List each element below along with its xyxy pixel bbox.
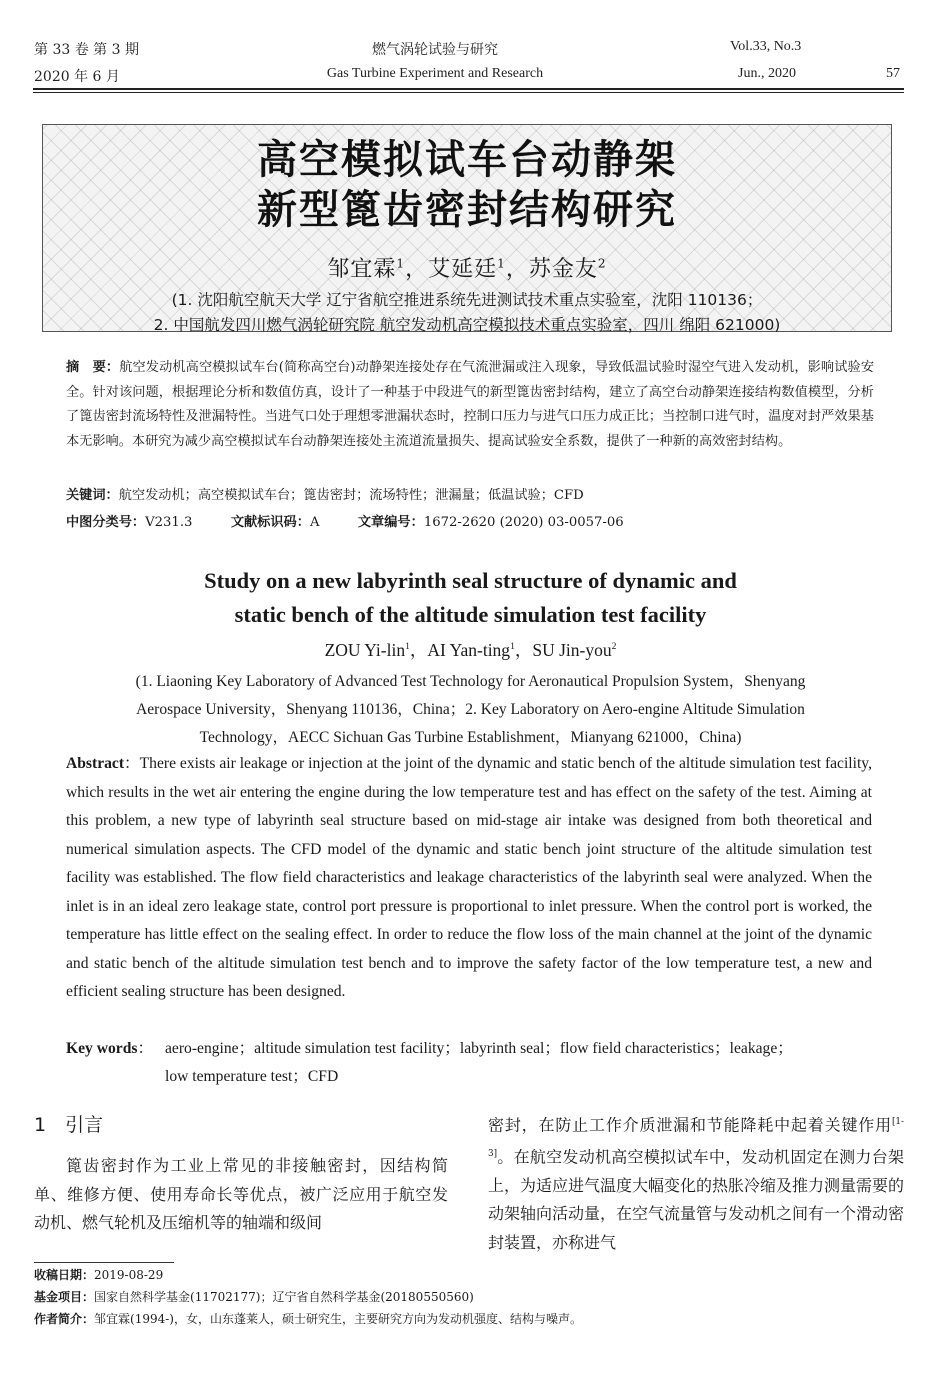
page-number: 57 bbox=[886, 66, 900, 81]
clc-value: V231.3 bbox=[145, 515, 193, 530]
author-cn-2-sup: 1 bbox=[497, 256, 506, 271]
keywords-en-label-wrap bbox=[66, 1035, 153, 1064]
intro-left-column: 篦齿密封作为工业上常见的非接触密封，因结构简单、维修方便、使用寿命长等优点，被广泛应用于航空发动机、燃气轮机及压缩机等的轴端和级间 bbox=[34, 1156, 448, 1232]
article-number-label: 文章编号： bbox=[357, 515, 424, 530]
title-en-line2: static bench of the altitude simulation test facility bbox=[234, 602, 707, 627]
keywords-en-label: Key words bbox=[66, 1040, 138, 1057]
section-heading-introduction: 1 引言 bbox=[34, 1114, 104, 1136]
author-cn-2: 艾延廷 bbox=[428, 257, 498, 282]
doc-code-value: A bbox=[309, 515, 320, 530]
date-en: Jun., 2020 bbox=[738, 66, 796, 81]
affiliation-en-line3: Technology，AECC Sichuan Gas Turbine Establishment，Mianyang 621000，China) bbox=[199, 729, 742, 746]
affiliation-cn-line2: 2. 中国航发四川燃气涡轮研究院 航空发动机高空模拟技术重点实验室，四川 绵阳 621000) bbox=[153, 316, 781, 334]
authors-cn bbox=[0, 252, 934, 283]
author-en-3: SU Jin-you bbox=[532, 640, 612, 660]
author-bio-value: 邹宜霖(1994-)，女，山东蓬莱人，硕士研究生，主要研究方向为发动机强度、结构与噪声。 bbox=[94, 1312, 582, 1326]
keywords-en-line1: aero-engine；altitude simulation test facility；labyrinth seal；flow field characteristics；leakage； bbox=[165, 1040, 793, 1057]
affiliation-en-line2: Aerospace University，Shenyang 110136，China；2. Key Laboratory on Aero-engine Altitude Simulation bbox=[136, 701, 805, 718]
footnote-fund bbox=[34, 1288, 474, 1305]
keywords-en-colon: ： bbox=[137, 1040, 154, 1057]
author-en-2-sup: 1 bbox=[510, 641, 515, 653]
author-separator: ， bbox=[505, 257, 529, 282]
classification-line bbox=[66, 511, 624, 530]
received-label: 收稿日期： bbox=[34, 1268, 95, 1282]
clc-label: 中图分类号： bbox=[66, 515, 146, 530]
author-cn-1-sup: 1 bbox=[396, 256, 406, 271]
abstract-en-colon: ： bbox=[124, 755, 140, 772]
article-number-value: 1672-2620 (2020) 03-0057-06 bbox=[423, 515, 624, 530]
title-en-line1: Study on a new labyrinth seal structure of dynamic and bbox=[204, 568, 737, 593]
intro-right-column bbox=[488, 1108, 904, 1257]
footnote-author bbox=[34, 1310, 582, 1327]
author-cn-1: 邹宜霖 bbox=[327, 257, 397, 282]
header-rule-thin bbox=[33, 92, 904, 93]
keywords-cn bbox=[66, 484, 584, 503]
footnote-rule bbox=[34, 1262, 174, 1263]
affiliation-en-line1: (1. Liaoning Key Laboratory of Advanced Test Technology for Aeronautical Propulsion System，Shenyang bbox=[135, 673, 806, 690]
received-value: 2019-08-29 bbox=[94, 1268, 164, 1282]
author-en-3-sup: 2 bbox=[611, 641, 617, 653]
date-cn: 2020 年 6 月 bbox=[34, 69, 120, 85]
author-en-1: ZOU Yi-lin bbox=[324, 640, 406, 660]
intro-right-text-1: 密封，在防止工作介质泄漏和节能降耗中起着关键作用 bbox=[488, 1115, 892, 1135]
doc-code-label: 文献标识码： bbox=[230, 515, 310, 530]
volume-en: Vol.33, No.3 bbox=[730, 39, 802, 54]
fund-value: 国家自然科学基金(11702177)；辽宁省自然科学基金(20180550560) bbox=[94, 1290, 474, 1304]
abstract-cn-label: 摘 要： bbox=[66, 360, 120, 375]
author-cn-3: 苏金友 bbox=[528, 257, 598, 282]
author-separator: ， bbox=[409, 640, 428, 660]
abstract-en-label: Abstract bbox=[66, 755, 125, 772]
author-separator: ， bbox=[405, 257, 429, 282]
author-en-1-sup: 1 bbox=[405, 641, 410, 653]
header-rule-thick bbox=[33, 88, 904, 90]
keywords-en-line2: low temperature test；CFD bbox=[165, 1068, 339, 1085]
abstract-en-text: There exists air leakage or injection at the joint of the dynamic and static bench of the altitude simulation test facility, which results in the wet air entering the engine during the low temperature test and has effect on the safety of the test. Aiming at this problem, a new type of labyrinth seal structure based on mid-stage air intake was designed from both theoretical and numerical simulation aspects. The CFD model of the dynamic and static bench joint structure of the altitude simulation test facility was established. The flow field characteristics and leakage characteristics of the labyrinth seal were analyzed. When the inlet is in an ideal zero leakage state, control port pressure is proportional to inlet pressure. When the control port is worked, the temperature has little effect on the sealing effect. In order to reduce the flow loss of the main channel at the joint of the dynamic and static bench of the altitude simulation test bench and to improve the safety factor of the low temperature test, a new and efficient sealing structure has been designed. bbox=[66, 755, 872, 1000]
author-separator: ， bbox=[514, 640, 533, 660]
title-cn-line1: 高空模拟试车台动静架 bbox=[257, 137, 677, 183]
affiliation-cn-line1: (1. 沈阳航空航天大学 辽宁省航空推进系统先进测试技术重点实验室，沈阳 110136； bbox=[171, 291, 763, 309]
fund-label: 基金项目： bbox=[34, 1290, 95, 1304]
keywords-cn-label: 关键词： bbox=[66, 488, 119, 503]
journal-name-cn: 燃气涡轮试验与研究 bbox=[372, 42, 498, 58]
abstract-cn-text: 航空发动机高空模拟试车台(简称高空台)动静架连接处存在气流泄漏或注入现象，导致低温试验时湿空气进入发动机，影响试验安全。针对该问题，根据理论分析和数值仿真，设计了一种基于中段进气的新型篦齿密封结构，建立了高空台动静架连接结构数值模型，分析了篦齿密封流场特性及泄漏特性。当进气口处于理想零泄漏状态时，控制口压力与进气口压力成正比；当控制口进气时，温度对封严效果基本无影响。本研究为减少高空模拟试车台动静架连接处主流道流量损失、提高试验安全系数，提供了一种新的高效密封结构。 bbox=[66, 360, 875, 449]
abstract-cn bbox=[66, 356, 874, 454]
intro-right-text-2: 。在航空发动机高空模拟试车中，发动机固定在测力台架上，为适应进气温度大幅变化的热胀冷缩及推力测量需要的动架轴向活动量，在空气流量管与发动机之间有一个滑动密封装置，亦称进气 bbox=[488, 1147, 905, 1252]
footnote-received bbox=[34, 1266, 163, 1283]
citation-ref: [1-3] bbox=[488, 1117, 904, 1159]
volume-cn: 第 33 卷 第 3 期 bbox=[34, 42, 139, 58]
abstract-en bbox=[66, 750, 872, 1007]
author-en-2: AI Yan-ting bbox=[427, 640, 511, 660]
title-cn-line2: 新型篦齿密封结构研究 bbox=[257, 187, 677, 233]
keywords-cn-text: 航空发动机；高空模拟试车台；篦齿密封；流场特性；泄漏量；低温试验；CFD bbox=[118, 488, 584, 503]
author-cn-3-sup: 2 bbox=[597, 256, 607, 271]
journal-name-en: Gas Turbine Experiment and Research bbox=[326, 66, 544, 81]
author-bio-label: 作者简介： bbox=[34, 1312, 95, 1326]
authors-en bbox=[0, 637, 941, 662]
